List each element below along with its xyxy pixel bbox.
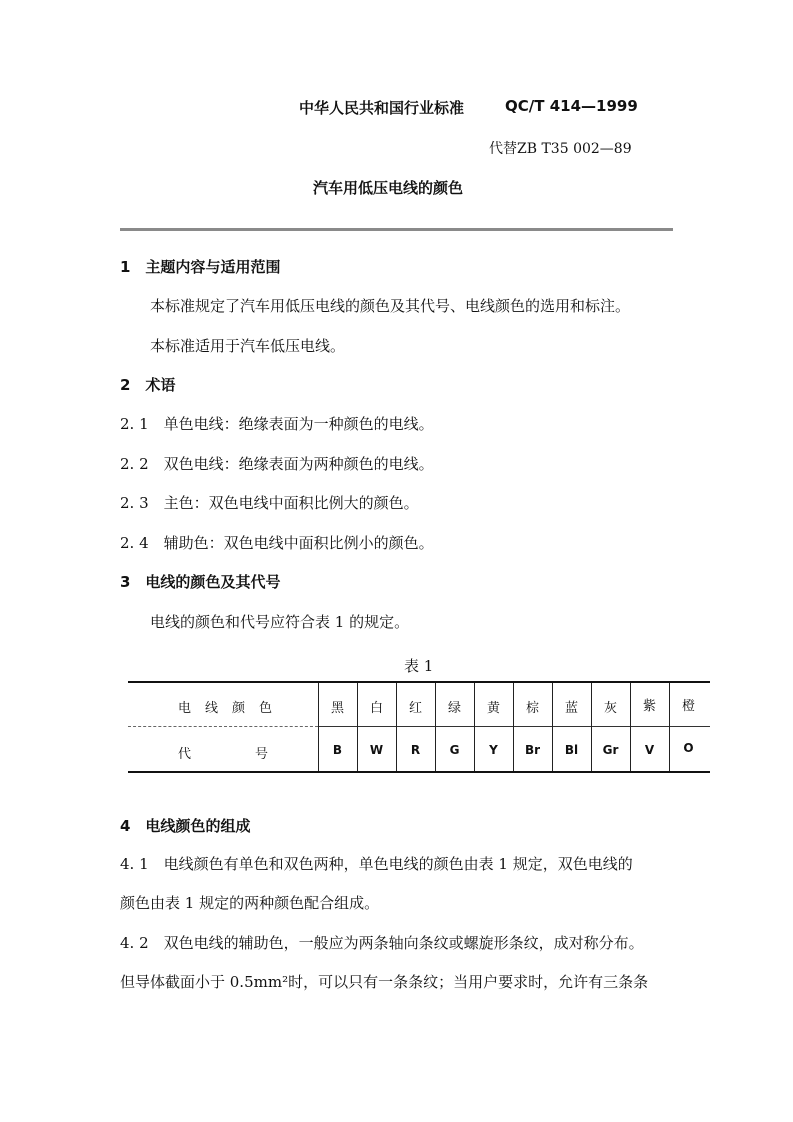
section-4-heading: 4 电线颜色的组成 bbox=[120, 817, 251, 835]
color-cell: 灰 bbox=[603, 701, 617, 716]
code-cell: O bbox=[683, 741, 694, 755]
color-cell: 红 bbox=[408, 701, 422, 716]
term-2-3: 2. 3 主色：双色电线中面积比例大的颜色。 bbox=[120, 494, 419, 512]
color-code-table bbox=[128, 681, 710, 773]
standard-number: QC/T 414—1999 bbox=[505, 97, 638, 115]
color-cell: 白 bbox=[369, 701, 383, 716]
section-2-heading: 2 术语 bbox=[120, 376, 176, 394]
row-header-wire-color: 电线颜色 bbox=[178, 701, 287, 716]
table-top-rule bbox=[128, 681, 710, 683]
code-cell: Gr bbox=[602, 743, 619, 757]
code-cell: Bl bbox=[564, 743, 579, 757]
section-3-paragraph: 电线的颜色和代号应符合表 1 的规定。 bbox=[150, 613, 410, 631]
color-cell: 黑 bbox=[330, 701, 344, 716]
code-cell: R bbox=[410, 743, 421, 757]
clause-4-1-line-2: 颜色由表 1 规定的两种颜色配合组成。 bbox=[120, 894, 380, 912]
color-cell: 蓝 bbox=[564, 701, 578, 716]
color-cell: 黄 bbox=[486, 701, 500, 716]
color-cell: 绿 bbox=[447, 701, 461, 716]
code-cell: B bbox=[332, 743, 343, 757]
code-cell: W bbox=[369, 743, 384, 757]
term-2-1: 2. 1 单色电线：绝缘表面为一种颜色的电线。 bbox=[120, 415, 434, 433]
section-1-heading: 1 主题内容与适用范围 bbox=[120, 258, 281, 276]
clause-4-2-line-1: 4. 2 双色电线的辅助色，一般应为两条轴向条纹或螺旋形条纹，成对称分布。 bbox=[120, 934, 644, 952]
term-2-2: 2. 2 双色电线：绝缘表面为两种颜色的电线。 bbox=[120, 455, 434, 473]
color-cell: 橙 bbox=[681, 699, 695, 714]
term-2-4: 2. 4 辅助色：双色电线中面积比例小的颜色。 bbox=[120, 534, 434, 552]
clause-4-1-line-1: 4. 1 电线颜色有单色和双色两种，单色电线的颜色由表 1 规定，双色电线的 bbox=[120, 855, 633, 873]
clause-4-2-line-2: 但导体截面小于 0.5mm²时，可以只有一条条纹；当用户要求时，允许有三条条 bbox=[120, 973, 649, 991]
section-1-paragraph-1: 本标准规定了汽车用低压电线的颜色及其代号、电线颜色的选用和标注。 bbox=[150, 297, 631, 315]
replaces-note: 代替ZB T35 002—89 bbox=[489, 141, 632, 157]
standard-org-title: 中华人民共和国行业标准 bbox=[299, 99, 465, 117]
color-cell: 紫 bbox=[642, 699, 656, 714]
section-1-paragraph-2: 本标准适用于汽车低压电线。 bbox=[150, 337, 346, 355]
table-header-divider bbox=[128, 726, 318, 727]
row-header-code: 代号 bbox=[178, 747, 333, 762]
header-divider bbox=[120, 228, 673, 231]
table-1-caption: 表 1 bbox=[404, 657, 434, 675]
code-cell: Br bbox=[524, 743, 541, 757]
table-bottom-rule bbox=[128, 771, 710, 773]
document-title: 汽车用低压电线的颜色 bbox=[313, 179, 464, 197]
section-3-heading: 3 电线的颜色及其代号 bbox=[120, 573, 281, 591]
code-cell: V bbox=[644, 743, 655, 757]
table-middle-rule bbox=[318, 726, 710, 727]
color-cell: 棕 bbox=[525, 701, 539, 716]
code-cell: Y bbox=[489, 743, 498, 757]
code-cell: G bbox=[449, 743, 460, 757]
